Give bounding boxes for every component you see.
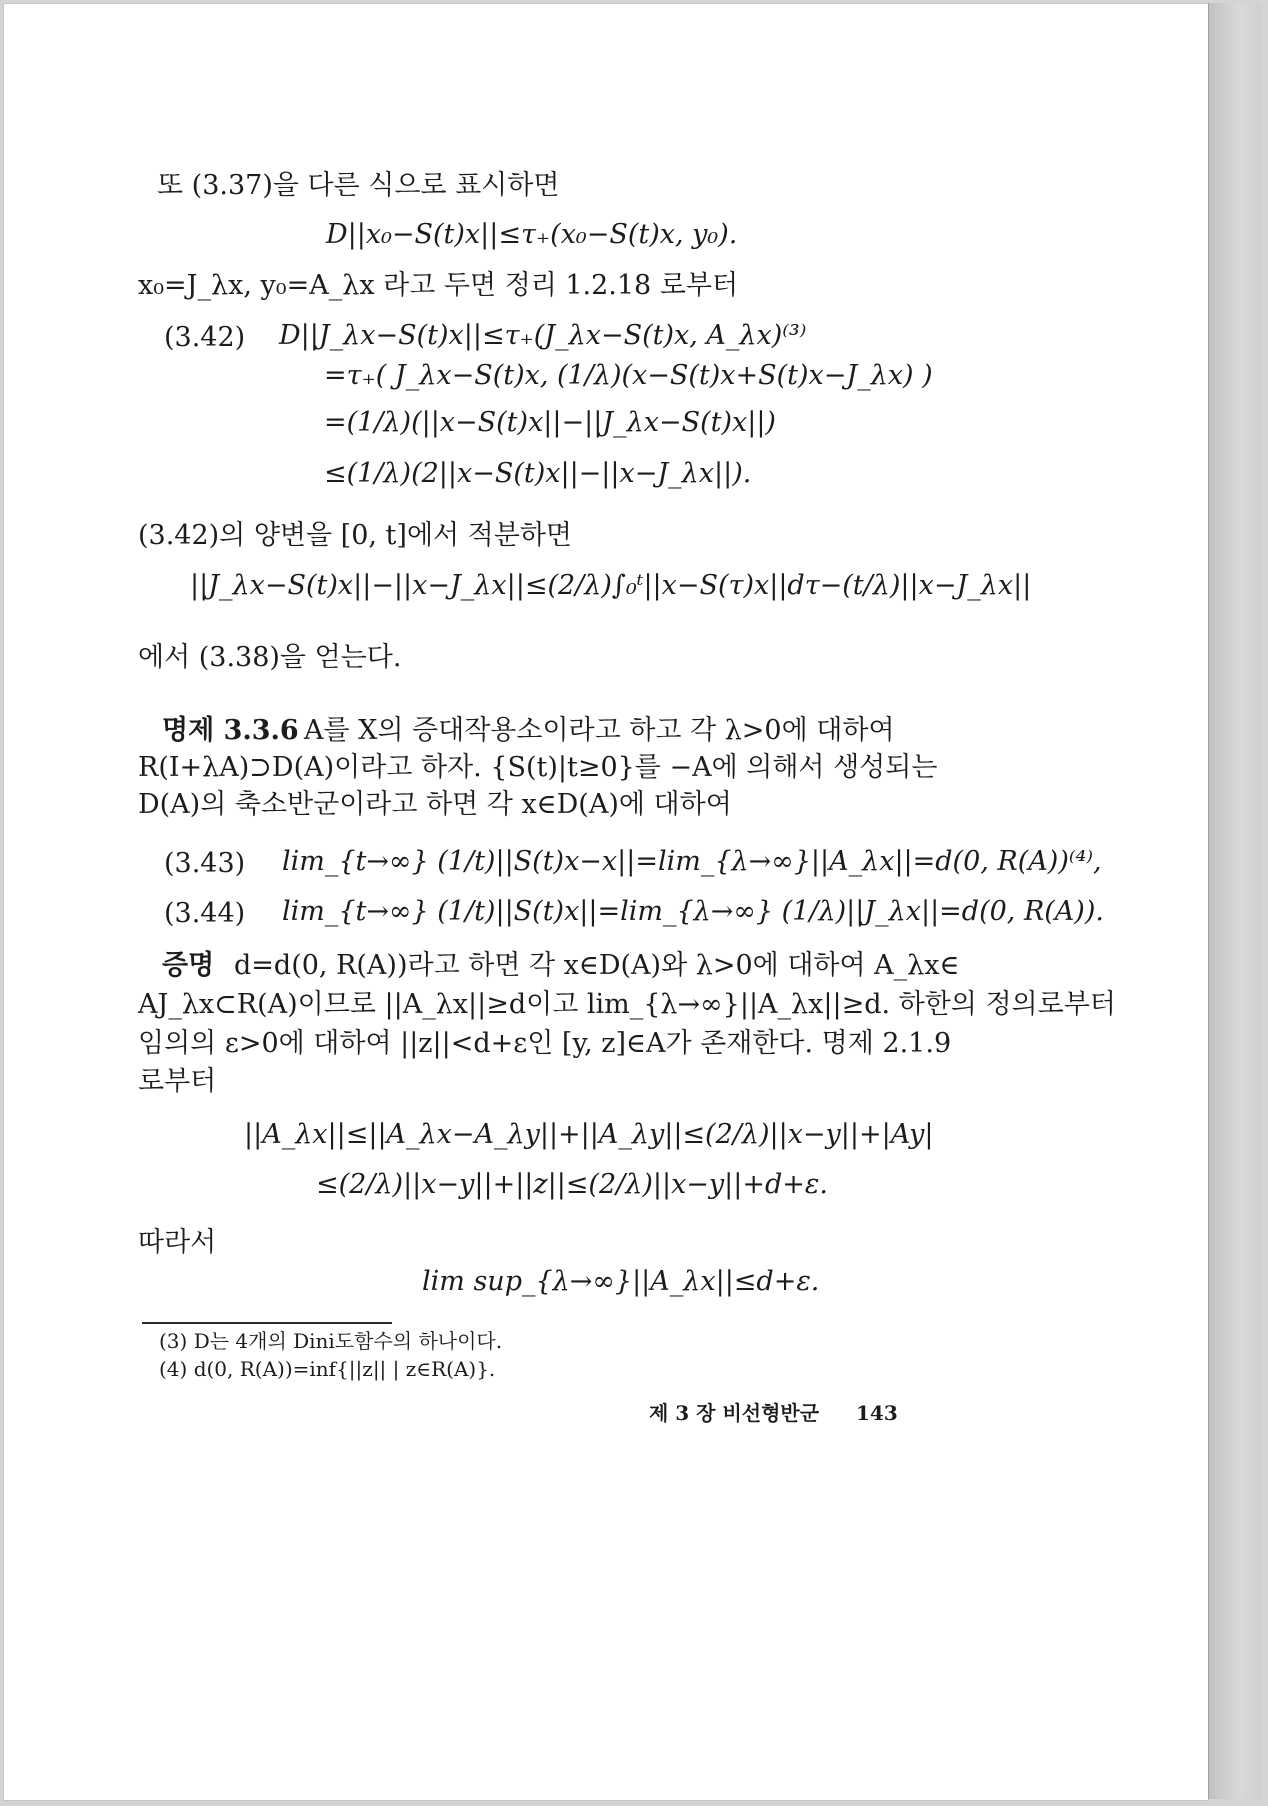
- equation-label-3-42: (3.42): [164, 322, 246, 353]
- obtain-line: 에서 (3.38)을 얻는다.: [138, 642, 402, 673]
- proof-line-2: AJ_λx⊂R(A)이므로 ||A_λx||≥d이고 lim_{λ→∞}||A_λx||≥d. 하한의 정의로부터: [138, 989, 1116, 1020]
- equation-3-42-line-2: =τ₊( J_λx−S(t)x, (1/λ)(x−S(t)x+S(t)x−J_λx) ): [324, 360, 933, 391]
- equation-3-42-line-4: ≤(1/λ)(2||x−S(t)x||−||x−J_λx||).: [324, 458, 752, 489]
- footer-chapter: 제 3 장 비선형반군: [649, 1401, 820, 1425]
- footer-page-number: 143: [856, 1401, 898, 1425]
- book-spine: [1208, 3, 1261, 1799]
- proof-line-4: 로부터: [138, 1066, 217, 1097]
- proof-line-3: 임의의 ε>0에 대하여 ||z||<d+ε인 [y, z]∈A가 존재한다. 명제 2.1.9: [138, 1028, 952, 1059]
- equation-3-42-line-1: D||J_λx−S(t)x||≤τ₊(J_λx−S(t)x, A_λx)⁽³⁾: [279, 320, 807, 351]
- proof-heading: 증명: [162, 950, 215, 981]
- proposition-line-3: D(A)의 축소반군이라고 하면 각 x∈D(A)에 대하여: [138, 789, 732, 820]
- proposition-line-1: A를 X의 증대작용소이라고 하고 각 λ>0에 대하여: [304, 715, 895, 746]
- integral-equation: ||J_λx−S(t)x||−||x−J_λx||≤(2/λ)∫₀ᵗ||x−S(τ)x||dτ−(t/λ)||x−J_λx||: [190, 570, 1032, 601]
- footnote-4: (4) d(0, R(A))=inf{||z|| | z∈R(A)}.: [159, 1357, 496, 1381]
- equation-3-43: lim_{t→∞} (1/t)||S(t)x−x||=lim_{λ→∞}||A_λx||=d(0, R(A))⁽⁴⁾,: [282, 846, 1102, 877]
- setting-line: x₀=J_λx, y₀=A_λx 라고 두면 정리 1.2.18 로부터: [138, 270, 739, 301]
- equation-label-3-44: (3.44): [164, 898, 246, 929]
- therefore-line: 따라서: [138, 1227, 217, 1258]
- integrate-line: (3.42)의 양변을 [0, t]에서 적분하면: [138, 520, 573, 551]
- proposition-heading: 명제 3.3.6: [162, 715, 299, 746]
- final-equation: lim sup_{λ→∞}||A_λx||≤d+ε.: [422, 1266, 820, 1297]
- proposition-line-2: R(I+λA)⊃D(A)이라고 하자. {S(t)|t≥0}를 −A에 의해서 생성되는: [138, 752, 938, 783]
- footnote-rule: [142, 1322, 392, 1324]
- footnote-3: (3) D는 4개의 Dini도함수의 하나이다.: [159, 1329, 503, 1353]
- equation-3-42-line-3: =(1/λ)(||x−S(t)x||−||J_λx−S(t)x||): [324, 407, 776, 438]
- proof-line-1: d=d(0, R(A))라고 하면 각 x∈D(A)와 λ>0에 대하여 A_λx∈: [234, 950, 960, 981]
- inequality-line-2: ≤(2/λ)||x−y||+||z||≤(2/λ)||x−y||+d+ε.: [316, 1169, 828, 1200]
- equation-3-44: lim_{t→∞} (1/t)||S(t)x||=lim_{λ→∞} (1/λ)||J_λx||=d(0, R(A)).: [282, 896, 1104, 927]
- inequality-line-1: ||A_λx||≤||A_λx−A_λy||+||A_λy||≤(2/λ)||x−y||+|Ay|: [244, 1119, 934, 1150]
- book-page: [3, 3, 1209, 1801]
- equation-label-3-43: (3.43): [164, 848, 246, 879]
- intro-line: 또 (3.37)을 다른 식으로 표시하면: [157, 170, 560, 201]
- equation-intro: D||x₀−S(t)x||≤τ₊(x₀−S(t)x, y₀).: [326, 219, 738, 250]
